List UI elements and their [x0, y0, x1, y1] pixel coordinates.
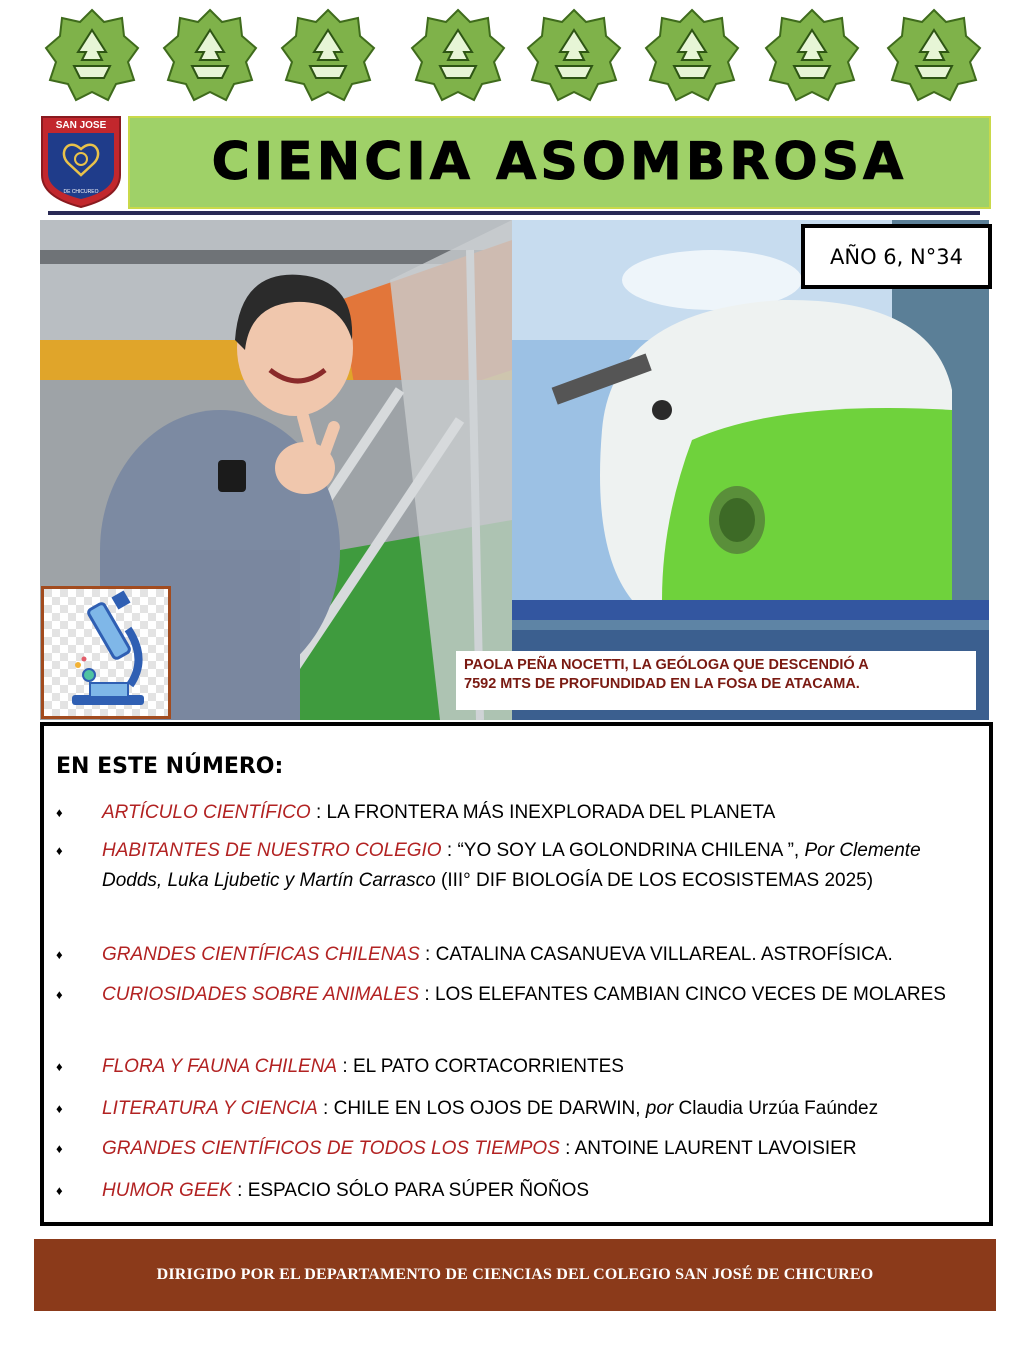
svg-text:DE CHICUREO: DE CHICUREO — [63, 189, 99, 195]
footer-banner — [34, 1239, 996, 1311]
item-text: EL PATO CORTACORRIENTES — [352, 1056, 624, 1077]
recycle-icon-strip — [40, 8, 990, 112]
recycle-icon — [644, 8, 740, 104]
item-sep: : — [441, 840, 458, 861]
recycle-icon — [764, 8, 860, 104]
bullet-icon: ♦ — [56, 843, 63, 858]
bullet-icon: ♦ — [56, 1183, 63, 1198]
item-sep: : — [310, 802, 327, 823]
item-text: ANTOINE LAURENT LAVOISIER — [574, 1138, 857, 1159]
item-sep: : — [419, 944, 436, 965]
recycle-icon — [526, 8, 622, 104]
item-category: FLORA Y FAUNA CHILENA — [102, 1056, 338, 1077]
item-by: por — [645, 1098, 674, 1119]
item-sep: : — [317, 1098, 334, 1119]
footer-text: DIRIGIDO POR EL DEPARTAMENTO DE CIENCIAS DEL COLEGIO SAN JOSÉ DE CHICUREO — [156, 1266, 874, 1283]
item-author: Claudia Urzúa Faúndez — [673, 1098, 879, 1119]
recycle-icon — [886, 8, 982, 104]
item-text: LOS ELEFANTES CAMBIAN CINCO VECES DE MOLARES — [434, 984, 946, 1005]
item-category: LITERATURA Y CIENCIA — [102, 1098, 318, 1119]
item-category: CURIOSIDADES SOBRE ANIMALES — [102, 984, 420, 1005]
title-banner — [128, 116, 991, 209]
svg-text:SAN JOSE: SAN JOSE — [55, 120, 107, 131]
contents-heading: EN ESTE NÚMERO: — [56, 754, 284, 779]
item-sep: : — [419, 984, 435, 1005]
school-logo — [38, 113, 124, 209]
submersible-photo — [512, 220, 989, 720]
item-category: GRANDES CIENTÍFICAS CHILENAS — [102, 944, 420, 965]
item-category: ARTÍCULO CIENTÍFICO — [102, 802, 311, 823]
magazine-title: CIENCIA ASOMBROSA — [211, 132, 908, 192]
item-category: GRANDES CIENTÍFICOS DE TODOS LOS TIEMPOS — [102, 1138, 560, 1159]
item-authors: Por Clemente Dodds, Luka Ljubetic y Martín Carrasco — [102, 840, 921, 891]
item-category: HABITANTES DE NUESTRO COLEGIO — [102, 840, 442, 861]
item-text: CATALINA CASANUEVA VILLAREAL. ASTROFÍSICA. — [435, 944, 893, 965]
item-text: CHILE EN LOS OJOS DE DARWIN, — [333, 1098, 646, 1119]
issue-number: AÑO 6, N°34 — [801, 224, 992, 289]
recycle-icon — [410, 8, 506, 104]
item-text: “YO SOY LA GOLONDRINA CHILENA ”, — [457, 840, 805, 861]
bullet-icon: ♦ — [56, 947, 63, 962]
bullet-icon: ♦ — [56, 1141, 63, 1156]
item-text: ESPACIO SÓLO PARA SÚPER ÑOÑOS — [247, 1180, 590, 1201]
caption-line-2: 7592 MTS DE PROFUNDIDAD EN LA FOSA DE ATACAMA. — [464, 676, 860, 692]
header-rule — [48, 211, 980, 215]
item-sep: : — [231, 1180, 248, 1201]
cover-caption — [456, 651, 976, 710]
item-sep: : — [337, 1056, 353, 1077]
item-course: (III° DIF BIOLOGÍA DE LOS ECOSISTEMAS 2025) — [435, 870, 874, 891]
recycle-icon — [44, 8, 140, 104]
item-sep: : — [559, 1138, 575, 1159]
contents-box — [40, 722, 993, 1226]
microscope-icon — [44, 589, 168, 716]
bullet-icon: ♦ — [56, 1059, 63, 1074]
recycle-icon — [280, 8, 376, 104]
microscope-frame — [41, 586, 171, 719]
recycle-icon — [162, 8, 258, 104]
item-text: LA FRONTERA MÁS INEXPLORADA DEL PLANETA — [326, 802, 776, 823]
item-category: HUMOR GEEK — [102, 1180, 232, 1201]
caption-line-1: PAOLA PEÑA NOCETTI, LA GEÓLOGA QUE DESCENDIÓ A — [464, 657, 869, 673]
bullet-icon: ♦ — [56, 805, 63, 820]
bullet-icon: ♦ — [56, 987, 63, 1002]
bullet-icon: ♦ — [56, 1101, 63, 1116]
